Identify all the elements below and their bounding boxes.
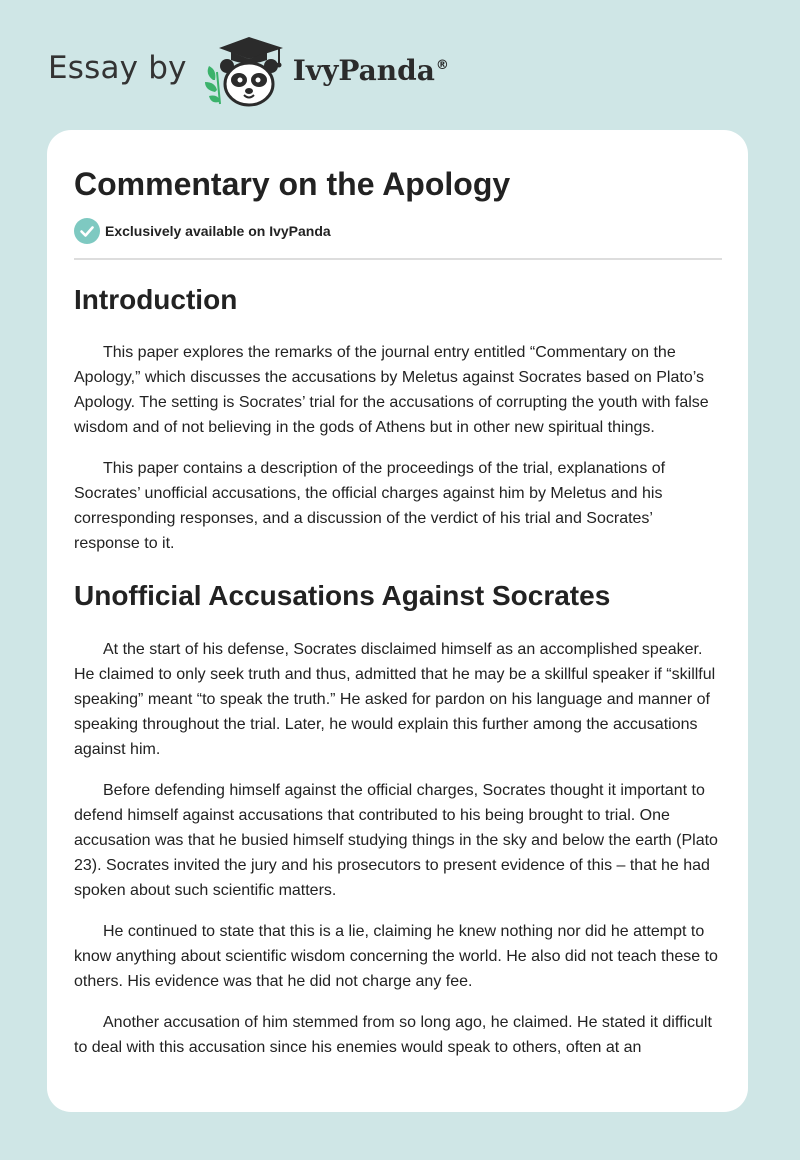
exclusive-badge-text: Exclusively available on IvyPanda xyxy=(105,223,331,239)
site-header xyxy=(48,34,449,110)
paragraph: He continued to state that this is a lie, claiming he knew nothing nor did he attempt to know anything about scientific wisdom concerning the world. He also did not teach these to others. His evidence was that he did not charge any fee. xyxy=(74,922,718,990)
check-badge-icon xyxy=(74,218,100,244)
section-introduction xyxy=(74,282,722,556)
section-heading: Unofficial Accusations Against Socrates xyxy=(74,580,611,612)
page-title: Commentary on the Apology xyxy=(74,166,511,202)
paragraph: This paper contains a description of the proceedings of the trial, explanations of Socrates’ unofficial accusations, the official charges against him by Meletus and his corresponding responses, and a discussion of the verdict of his trial and Socrates’ response to it. xyxy=(74,460,666,553)
paragraph: This paper explores the remarks of the journal entry entitled “Commentary on the Apology,” which discusses the accusations by Meletus against Socrates based on Plato’s Apology. The setting is Socrates’ trial for the accusations of corrupting the youth with false wisdom and of not believing in the gods of Athens but in other new spiritual things. xyxy=(74,344,709,437)
exclusive-badge xyxy=(74,218,722,244)
paragraph: Another accusation of him stemmed from so long ago, he claimed. He stated it difficult to deal with this accusation since his enemies would speak to others, often at an xyxy=(74,1013,712,1056)
title-divider xyxy=(74,258,722,260)
brand-name[interactable]: IvyPanda® xyxy=(292,53,449,87)
paragraph: Before defending himself against the official charges, Socrates thought it important to defend himself against accusations that contributed to his being brought to trial. One accusation was that he busied himself studying things in the sky and below the earth (Plato 23). Socrates invited the jury and his prosecutors to present evidence of this – that he had spoken about such scientific matters. xyxy=(74,781,718,899)
section-heading: Introduction xyxy=(74,284,238,315)
paragraph: At the start of his defense, Socrates disclaimed himself as an accomplished speaker. He claimed to only seek truth and thus, admitted that he may be a skillful speaker if “skillful speaking” meant “to speak the truth.” He asked for pardon on his language and manner of speaking throughout the trial. Later, he would explain this further among the accusations against him. xyxy=(74,640,716,758)
section-unofficial-accusations xyxy=(74,578,722,1059)
brand-prefix: Essay by xyxy=(48,50,187,86)
essay-card xyxy=(47,130,748,1112)
panda-logo-icon[interactable] xyxy=(203,34,295,110)
registered-mark: ® xyxy=(435,58,449,74)
